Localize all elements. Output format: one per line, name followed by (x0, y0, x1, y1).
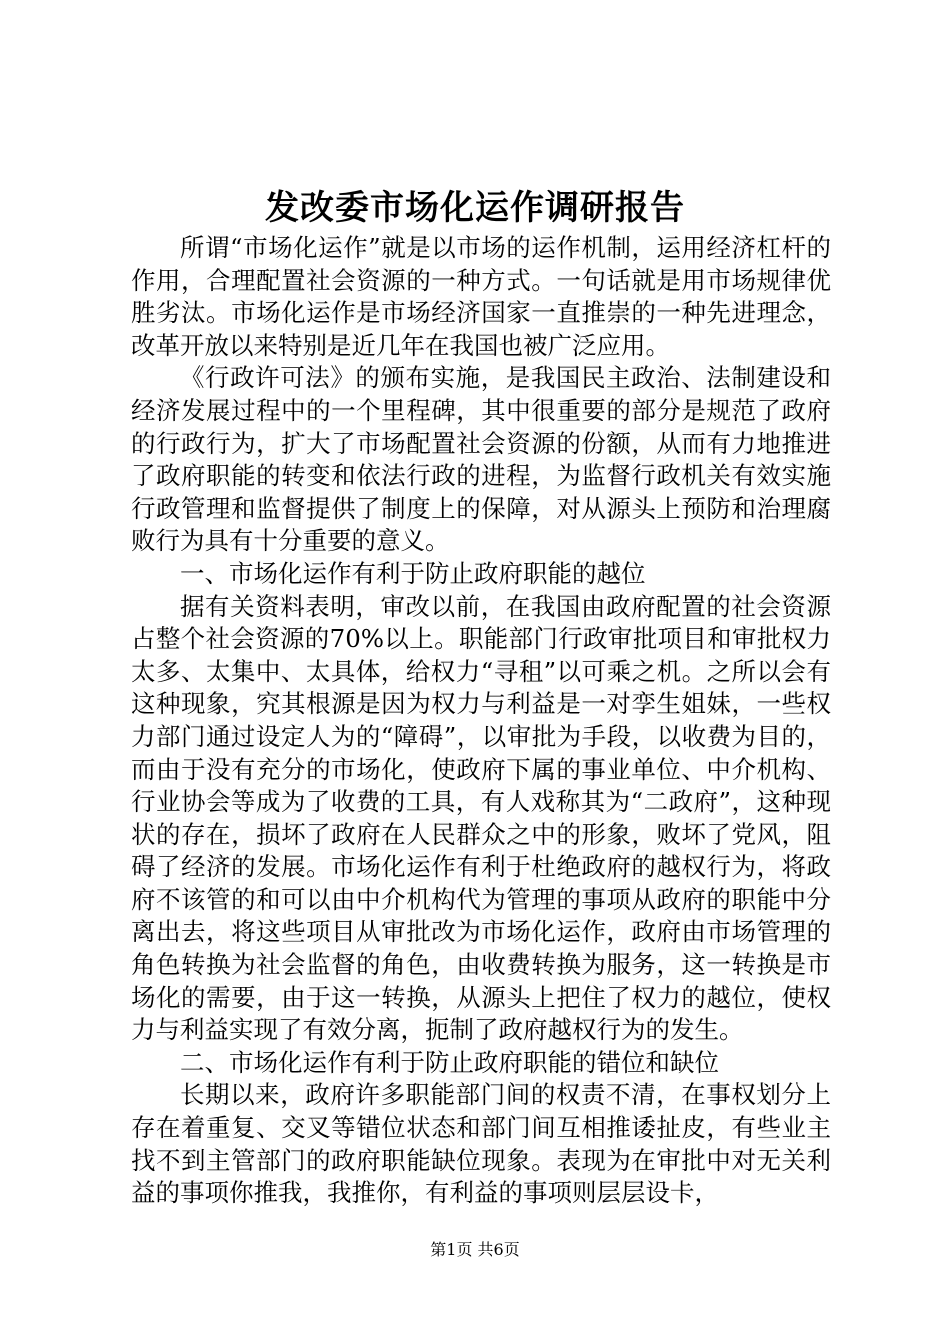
paragraph-section-1: 据有关资料表明，审改以前，在我国由政府配置的社会资源占整个社会资源的70%以上。职能部门行政审批项目和审批权力太多、太集中、太具体，给权力“寻租”以可乘之机。之所以会有这种现象，究其根源是因为权力与利益是一对孪生姐妹，一些权力部门通过设定人为的“障碍”，以审批为手段，以收费为目的，而由于没有充分的市场化，使政府下属的事业单位、中介机构、行业协会等成为了收费的工具，有人戏称其为“二政府”，这种现状的存在，损坏了政府在人民群众之中的形象，败坏了党风，阻碍了经济的发展。市场化运作有利于杜绝政府的越权行为，将政府不该管的和可以由中介机构代为管理的事项从政府的职能中分离出去，将这些项目从审批改为市场化运作，政府由市场管理的角色转换为社会监督的角色，由收费转换为服务，这一转换是市场化的需要，由于这一转换，从源头上把住了权力的越位，使权力与利益实现了有效分离，扼制了政府越权行为的发生。 (131, 591, 831, 1045)
section-heading-1: 一、市场化运作有利于防止政府职能的越位 (180, 558, 646, 588)
section-heading-2: 二、市场化运作有利于防止政府职能的错位和缺位 (180, 1047, 719, 1077)
paragraph-section-2: 长期以来，政府许多职能部门间的权责不清，在事权划分上存在着重复、交叉等错位状态和部门间互相推诿扯皮，有些业主找不到主管部门的政府职能缺位现象。表现为在审批中对无关利益的事项你推我，我推你，有利益的事项则层层设卡， (131, 1080, 831, 1208)
document-title: 发改委市场化运作调研报告 (265, 188, 685, 228)
page-number-footer: 第1页 共6页 (430, 1240, 520, 1259)
paragraph-intro: 所谓“市场化运作”就是以市场的运作机制，运用经济杠杆的作用，合理配置社会资源的一种方式。一句话就是用市场规律优胜劣汰。市场化运作是市场经济国家一直推崇的一种先进理念，改革开放以来特别是近几年在我国也被广泛应用。 (131, 233, 831, 360)
document-body (131, 232, 831, 1210)
paragraph-admin-license-law: 《行政许可法》的颁布实施，是我国民主政治、法制建设和经济发展过程中的一个里程碑，其中很重要的部分是规范了政府的行政行为，扩大了市场配置社会资源的份额，从而有力地推进了政府职能的转变和依法行政的进程，为监督行政机关有效实施行政管理和监督提供了制度上的保障，对从源头上预防和治理腐败行为具有十分重要的意义。 (131, 363, 831, 556)
